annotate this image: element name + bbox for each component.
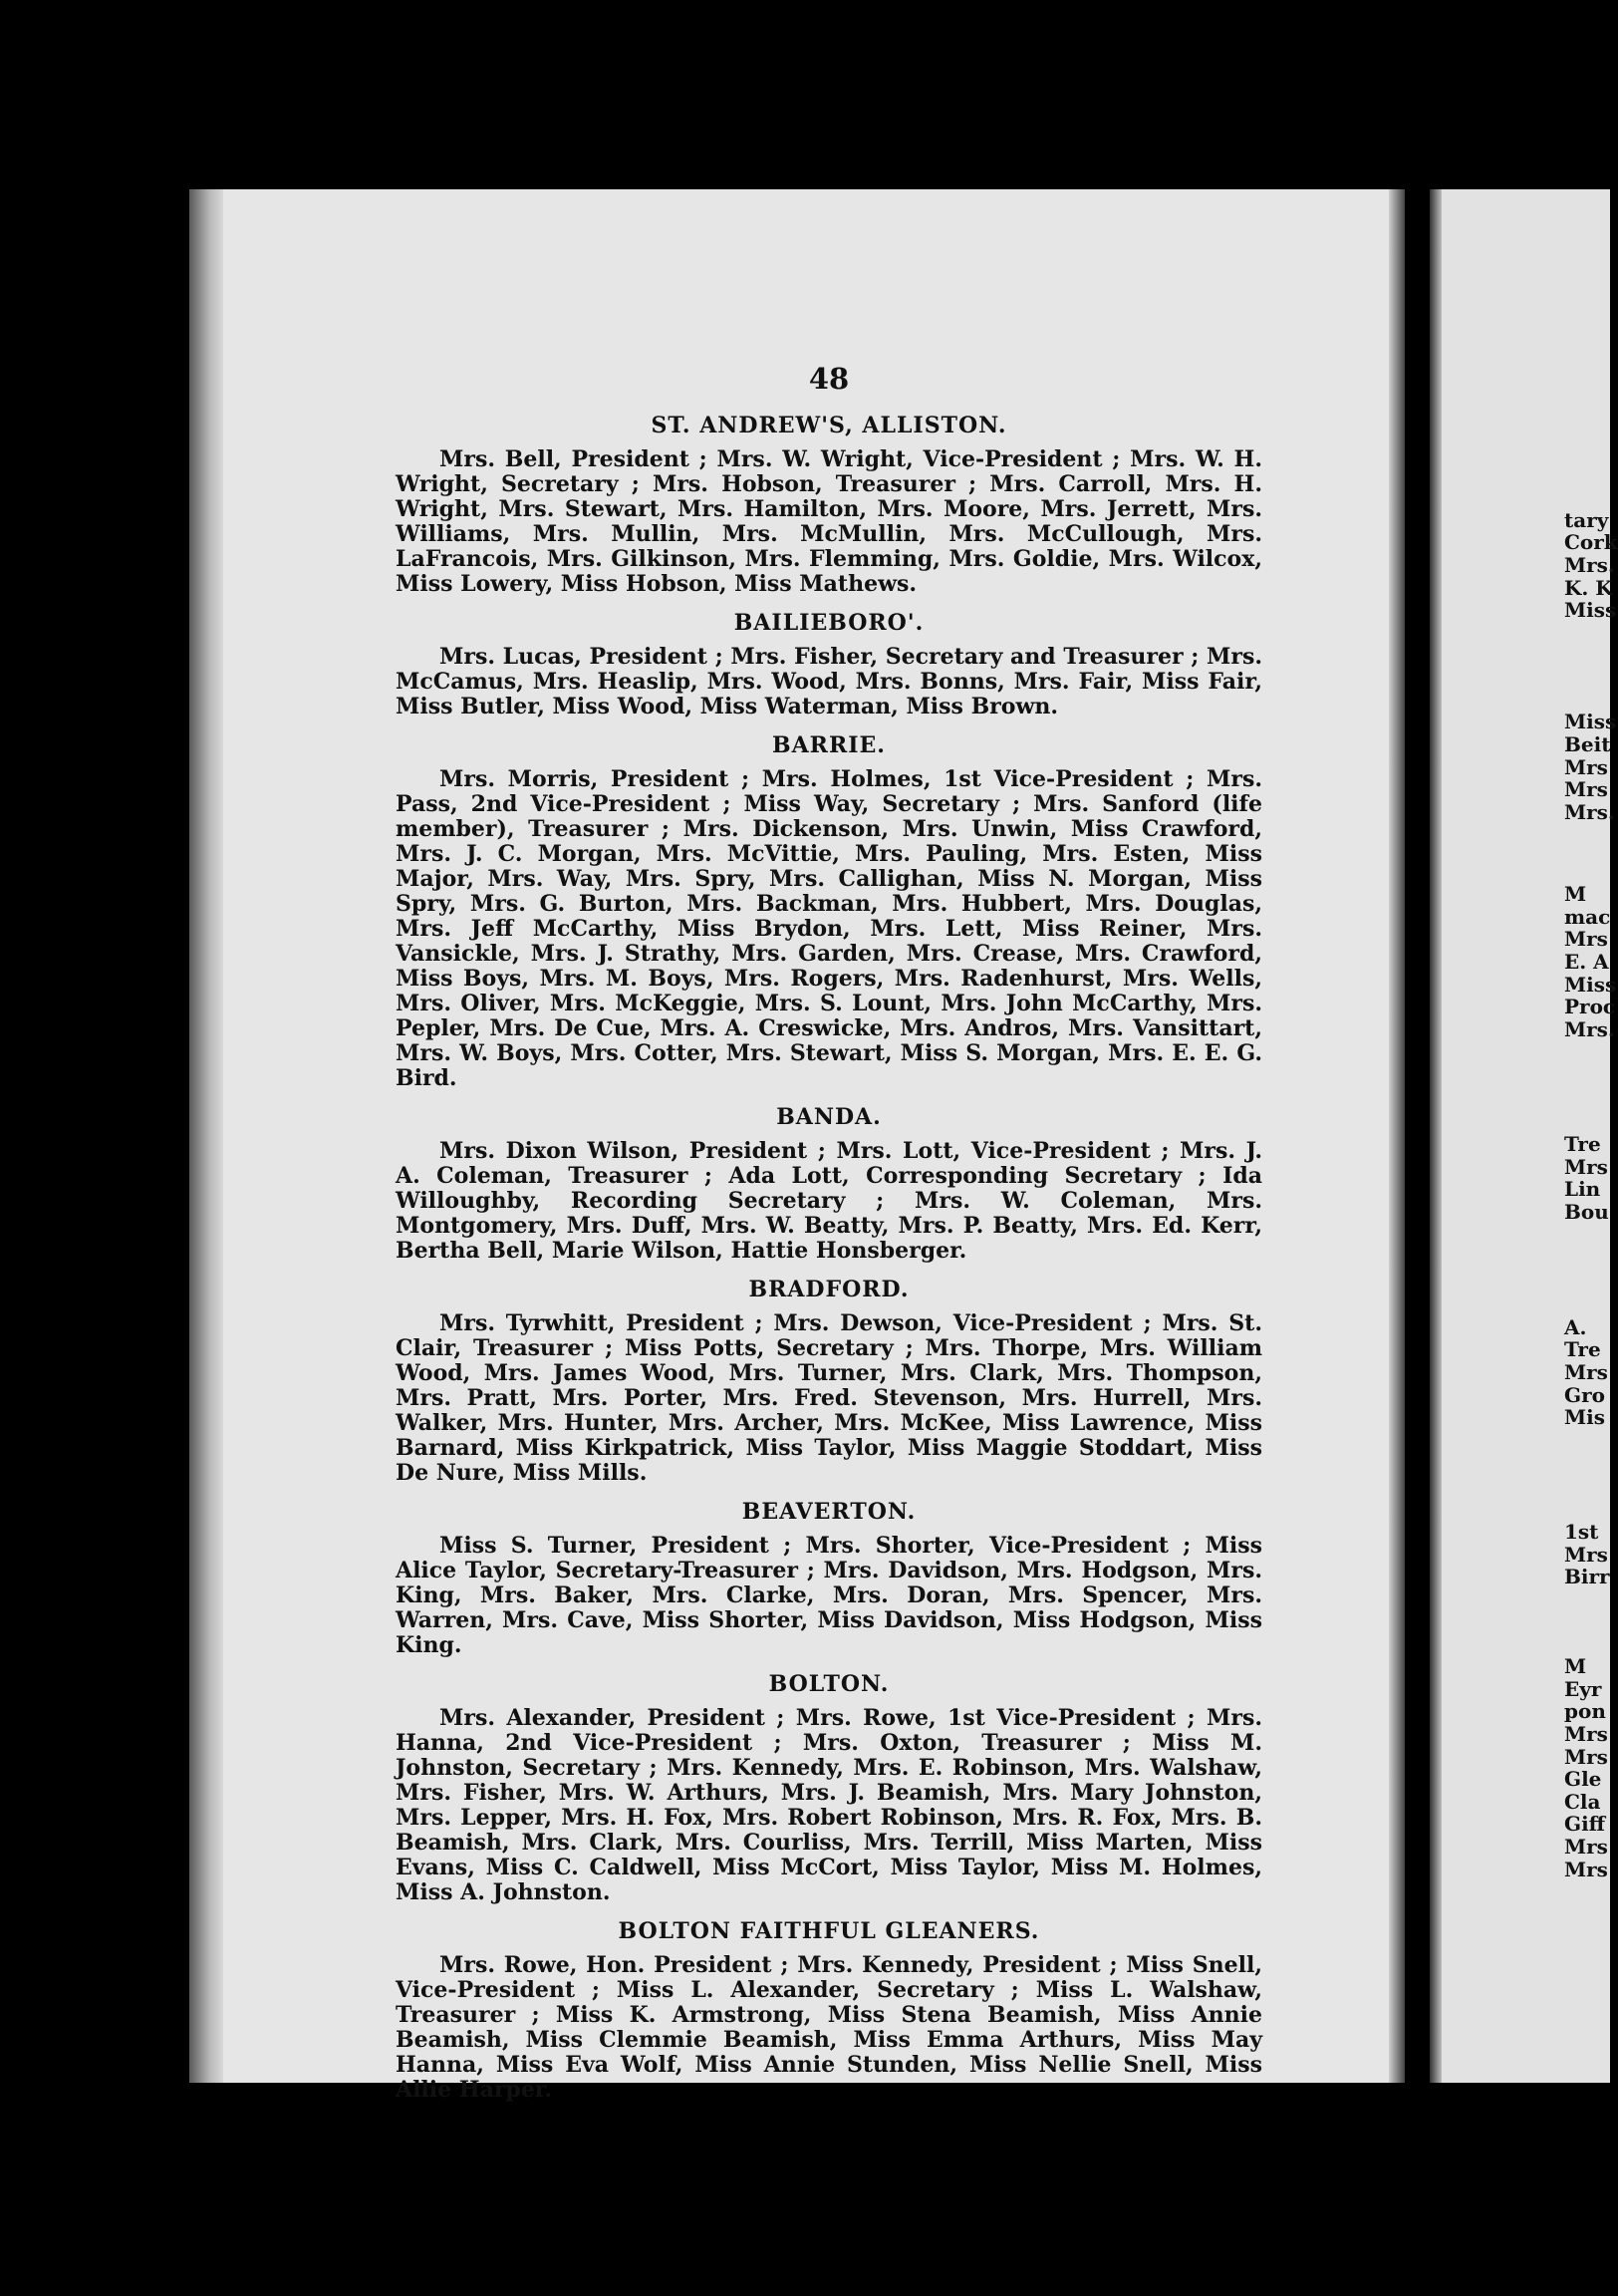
- adjacent-page-fragment: Miss: [1564, 973, 1617, 997]
- adjacent-page-fragment: Mrs: [1564, 927, 1608, 951]
- section-body: Miss S. Turner, President ; Mrs. Shorter, Vice-President ; Miss Alice Taylor, Secretary-Treasurer ; Mrs. Davidson, Mrs. Hodgson, Mrs. King, Mrs. Baker, Mrs. Clarke, Mrs. Doran, Mrs. Spencer, Mrs. Warren, Mrs. Cave, Miss Shorter, Miss Davidson, Miss Hodgson, Miss King.: [396, 1533, 1262, 1658]
- adjacent-page-fragment: Mrs: [1564, 1858, 1608, 1881]
- adjacent-page-fragment: pon: [1564, 1699, 1606, 1723]
- adjacent-page-fragment: Gle: [1564, 1767, 1602, 1791]
- adjacent-page-fragment: Mrs: [1564, 1835, 1608, 1859]
- section-body: Mrs. Morris, President ; Mrs. Holmes, 1st Vice-President ; Mrs. Pass, 2nd Vice-President ; Miss Way, Secretary ; Mrs. Sanford (life member), Treasurer ; Mrs. Dickenson, Mrs. Unwin, Miss Crawford, Mrs. J. C. Morgan, Mrs. McVittie, Mrs. Pauling, Mrs. Esten, Miss Major, Mrs. Way, Mrs. Spry, Mrs. Callighan, Miss N. Morgan, Miss Spry, Mrs. G. Burton, Mrs. Backman, Mrs. Hubbert, Mrs. Douglas, Mrs. Jeff McCarthy, Miss Brydon, Mrs. Lett, Miss Reiner, Mrs. Vansickle, Mrs. J. Strathy, Mrs. Garden, Mrs. Crease, Mrs. Crawford, Miss Boys, Mrs. M. Boys, Mrs. Rogers, Mrs. Radenhurst, Mrs. Wells, Mrs. Oliver, Mrs. McKeggie, Mrs. S. Lount, Mrs. John McCarthy, Mrs. Pepler, Mrs. De Cue, Mrs. A. Creswicke, Mrs. Andros, Mrs. Vansittart, Mrs. W. Boys, Mrs. Cotter, Mrs. Stewart, Miss S. Morgan, Mrs. E. E. G. Bird.: [396, 766, 1262, 1091]
- adjacent-page-fragment: Bou: [1564, 1200, 1609, 1224]
- section-body: Mrs. Dixon Wilson, President ; Mrs. Lott, Vice-President ; Mrs. J. A. Coleman, Treasurer ; Ada Lott, Corresponding Secretary ; Ida Willoughby, Recording Secretary ; Mrs. W. Coleman, Mrs. Montgomery, Mrs. Duff, Mrs. W. Beatty, Mrs. P. Beatty, Mrs. Ed. Kerr, Bertha Bell, Marie Wilson, Hattie Honsberger.: [396, 1138, 1262, 1264]
- adjacent-page-fragment: Cla: [1564, 1790, 1601, 1814]
- adjacent-page-fragment: Birr: [1564, 1565, 1610, 1588]
- section-body: Mrs. Tyrwhitt, President ; Mrs. Dewson, Vice-President ; Mrs. St. Clair, Treasurer ; Miss Potts, Secretary ; Mrs. Thorpe, Mrs. William Wood, Mrs. James Wood, Mrs. Turner, Mrs. Clark, Mrs. Thompson, Mrs. Pratt, Mrs. Porter, Mrs. Fred. Stevenson, Mrs. Hurrell, Mrs. Walker, Mrs. Hunter, Mrs. Archer, Mrs. McKee, Miss Lawrence, Miss Barnard, Miss Kirkpatrick, Miss Taylor, Miss Maggie Stoddart, Miss De Nure, Miss Mills.: [396, 1310, 1262, 1486]
- adjacent-page-fragment: Mrs: [1564, 1360, 1608, 1384]
- adjacent-page-fragment: Mrs: [1564, 1745, 1608, 1769]
- adjacent-page-fragment: Miss: [1564, 710, 1617, 733]
- adjacent-page-fragment: Beit: [1564, 732, 1611, 756]
- adjacent-page-fragment: M: [1564, 1654, 1587, 1678]
- adjacent-page-fragment: Eyr: [1564, 1677, 1602, 1701]
- section-bolton: [396, 1672, 1262, 1905]
- adjacent-page-fragment: Mrs.: [1564, 1017, 1615, 1041]
- adjacent-page-fragment: Mrs: [1564, 1155, 1608, 1179]
- section-heading: BAILIEBORO'.: [733, 610, 925, 636]
- adjacent-page-fragment: M: [1564, 882, 1587, 906]
- section-banda: [396, 1105, 1262, 1264]
- section-st-andrews-alliston: [396, 414, 1262, 597]
- adjacent-page-fragment: Mrs: [1564, 777, 1608, 801]
- section-bradford: [396, 1278, 1262, 1486]
- adjacent-page-fragment: 1st: [1564, 1520, 1599, 1544]
- adjacent-page-fragment: K. K: [1564, 576, 1613, 600]
- section-heading: BOLTON FAITHFUL GLEANERS.: [618, 1918, 1040, 1944]
- section-heading: BEAVERTON.: [741, 1499, 917, 1525]
- section-heading: BARRIE.: [772, 732, 886, 758]
- section-heading: BRADFORD.: [748, 1277, 910, 1302]
- section-bailieboro: [396, 611, 1262, 719]
- page-text: [396, 362, 1262, 2103]
- adjacent-page-fragment: A.: [1564, 1315, 1587, 1339]
- adjacent-page-fragment: Mrs: [1564, 1543, 1608, 1567]
- adjacent-page-fragment: Miss: [1564, 598, 1617, 622]
- section-heading: BANDA.: [776, 1104, 882, 1130]
- adjacent-page-edge: [1430, 189, 1618, 2083]
- section-body: Mrs. Alexander, President ; Mrs. Rowe, 1st Vice-President ; Mrs. Hanna, 2nd Vice-President ; Mrs. Oxton, Treasurer ; Miss M. Johnston, Secretary ; Mrs. Kennedy, Mrs. E. Robinson, Mrs. Walshaw, Mrs. Fisher, Mrs. W. Arthurs, Mrs. J. Beamish, Mrs. Mary Johnston, Mrs. Lepper, Mrs. H. Fox, Mrs. Robert Robinson, Mrs. R. Fox, Mrs. B. Beamish, Mrs. Clark, Mrs. Courliss, Mrs. Terrill, Miss Marten, Miss Evans, Miss C. Caldwell, Miss McCort, Miss Taylor, Miss M. Holmes, Miss A. Johnston.: [396, 1705, 1262, 1905]
- adjacent-page-fragment: Proc: [1564, 995, 1616, 1018]
- adjacent-page-fragment: Gro: [1564, 1383, 1605, 1407]
- section-barrie: [396, 733, 1262, 1091]
- adjacent-page-fragment: Cork: [1564, 530, 1618, 554]
- adjacent-page-fragment: Mrs.: [1564, 800, 1615, 824]
- adjacent-page-fragment: Mrs.: [1564, 553, 1615, 577]
- adjacent-page-fragment: Mrs: [1564, 755, 1608, 779]
- adjacent-page-fragment: Mis: [1564, 1405, 1605, 1429]
- adjacent-page-fragment: Mrs: [1564, 1722, 1608, 1746]
- section-heading: BOLTON.: [768, 1671, 890, 1697]
- page-number: 48: [808, 362, 850, 396]
- adjacent-page-fragment: E. A: [1564, 950, 1609, 974]
- adjacent-page-fragment: tary: [1564, 508, 1609, 532]
- section-body: Mrs. Rowe, Hon. President ; Mrs. Kennedy, President ; Miss Snell, Vice-President ; Miss L. Alexander, Secretary ; Miss L. Walshaw, Treasurer ; Miss K. Armstrong, Miss Stena Beamish, Miss Annie Beamish, Miss Clemmie Beamish, Miss Emma Arthurs, Miss May Hanna, Miss Eva Wolf, Miss Annie Stunden, Miss Nellie Snell, Miss Allie Harper.: [396, 1952, 1262, 2103]
- book-page: [189, 189, 1405, 2103]
- adjacent-page-fragment: mac: [1564, 905, 1611, 929]
- adjacent-page-fragment: Tre: [1564, 1132, 1601, 1156]
- section-heading: ST. ANDREW'S, ALLISTON.: [651, 413, 1007, 438]
- section-body: Mrs. Bell, President ; Mrs. W. Wright, Vice-President ; Mrs. W. H. Wright, Secretary ; Mrs. Hobson, Treasurer ; Mrs. Carroll, Mrs. H. Wright, Mrs. Stewart, Mrs. Hamilton, Mrs. Moore, Mrs. Jerrett, Mrs. Williams, Mrs. Mullin, Mrs. McMullin, Mrs. McCullough, Mrs. LaFrancois, Mrs. Gilkinson, Mrs. Flemming, Mrs. Goldie, Mrs. Wilcox, Miss Lowery, Miss Hobson, Miss Mathews.: [396, 446, 1262, 597]
- section-bolton-faithful-gleaners: [396, 1919, 1262, 2103]
- adjacent-page-fragment: Lin: [1564, 1177, 1601, 1201]
- adjacent-page-fragment: Giff: [1564, 1812, 1606, 1836]
- section-body: Mrs. Lucas, President ; Mrs. Fisher, Secretary and Treasurer ; Mrs. McCamus, Mrs. Heaslip, Mrs. Wood, Mrs. Bonns, Mrs. Fair, Miss Fair, Miss Butler, Miss Wood, Miss Waterman, Miss Brown.: [396, 644, 1262, 719]
- adjacent-page-fragment: Tre: [1564, 1337, 1601, 1361]
- section-beaverton: [396, 1500, 1262, 1658]
